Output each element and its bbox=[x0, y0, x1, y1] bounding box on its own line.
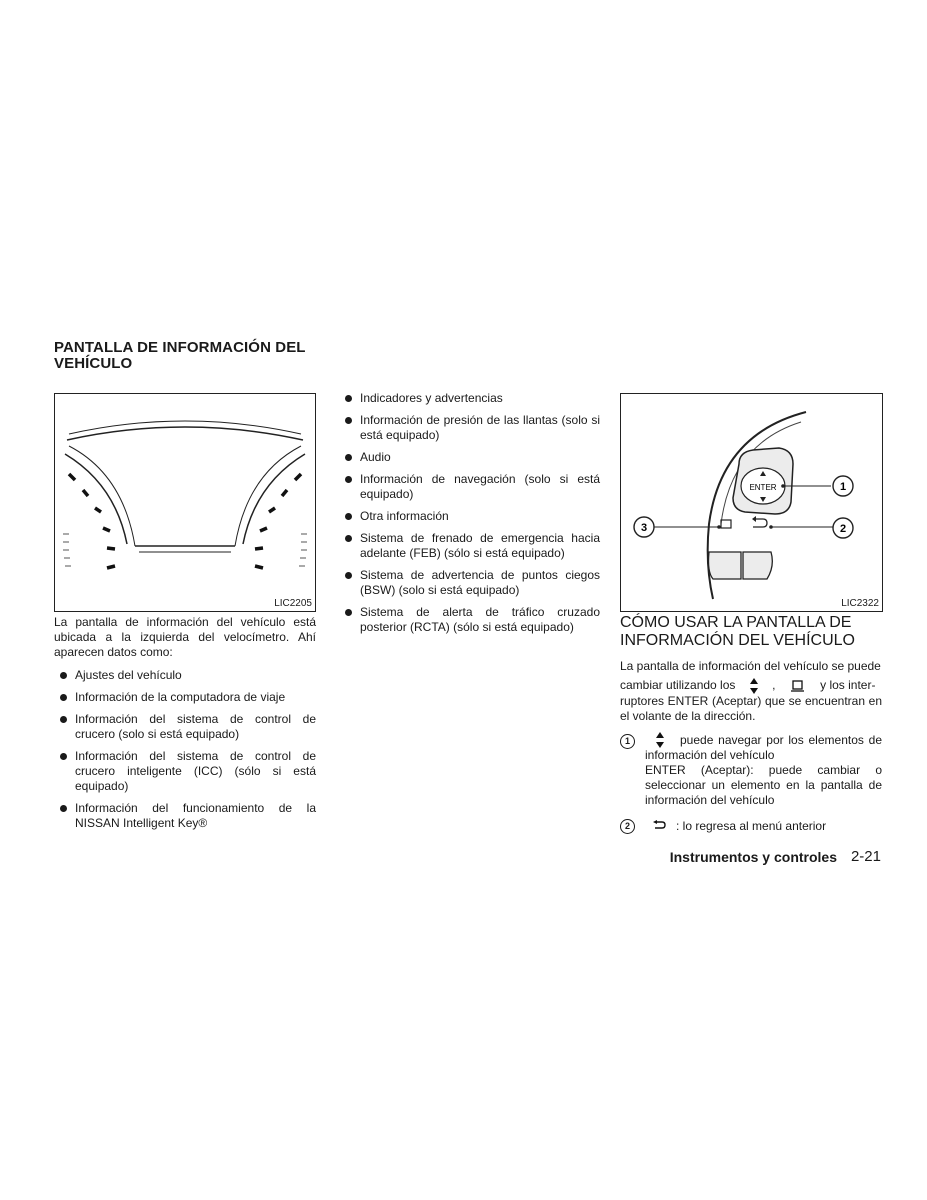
bullet-icon bbox=[60, 694, 67, 701]
list-item: Ajustes del vehículo bbox=[58, 668, 316, 683]
bullet-icon bbox=[60, 753, 67, 760]
item1-enter-text: ENTER (Aceptar): puede cambiar o seleccionar un elemento en la pantalla de información del vehículo bbox=[645, 763, 882, 807]
steering-switch-figure bbox=[620, 393, 883, 612]
list-item: Sistema de frenado de emergencia hacia adelante (FEB) (sólo si está equipado) bbox=[343, 531, 600, 561]
display-icon bbox=[791, 679, 805, 693]
howto-title: CÓMO USAR LA PANTALLA DE INFORMACIÓN DEL VEHÍCULO bbox=[620, 614, 855, 649]
instrument-cluster-figure bbox=[54, 393, 316, 612]
callout-2: 2 bbox=[839, 523, 847, 535]
figure-label: LIC2205 bbox=[274, 598, 312, 609]
bullet-icon bbox=[60, 672, 67, 679]
list-item: Información del sistema de control de crucero (solo si está equipado) bbox=[58, 712, 316, 742]
list-item: Información de navegación (solo si está equipado) bbox=[343, 472, 600, 502]
back-arrow-icon bbox=[652, 820, 666, 830]
bullet-icon bbox=[345, 535, 352, 542]
left-bullet-list bbox=[58, 668, 316, 831]
page-number: 2-21 bbox=[850, 848, 881, 865]
number-2-icon: 2 bbox=[620, 819, 635, 834]
figure-label: LIC2322 bbox=[841, 598, 879, 609]
bullet-icon bbox=[345, 395, 352, 402]
list-item: Información del sistema de control de crucero inteligente (ICC) (sólo si está equipado) bbox=[58, 749, 316, 794]
enter-button-label: ENTER bbox=[749, 483, 777, 492]
number-1-icon: 1 bbox=[620, 734, 635, 749]
list-item: Información de la computadora de viaje bbox=[58, 690, 316, 705]
bullet-icon bbox=[60, 805, 67, 812]
list-item: Otra información bbox=[343, 509, 600, 524]
list-item: Sistema de alerta de tráfico cruzado posterior (RCTA) (sólo si está equipado) bbox=[343, 605, 600, 635]
bullet-icon bbox=[60, 716, 67, 723]
intro-paragraph: La pantalla de información del vehículo está ubicada a la izquierda del velocímetro. Ahí aparecen datos como: bbox=[54, 615, 316, 659]
up-down-arrows-icon bbox=[749, 677, 759, 695]
item2-text: : lo regresa al menú anterior bbox=[676, 819, 827, 833]
instrument-cluster-illustration bbox=[55, 394, 315, 611]
footer-section-title: Instrumentos y controles bbox=[669, 849, 837, 865]
howto-paragraph-line1: La pantalla de información del vehículo se puede bbox=[620, 659, 881, 673]
callout-1: 1 bbox=[839, 481, 847, 493]
bullet-icon bbox=[345, 572, 352, 579]
bullet-icon bbox=[345, 609, 352, 616]
howto-item-2 bbox=[620, 818, 882, 836]
steering-switch-illustration bbox=[621, 394, 882, 611]
bullet-icon bbox=[345, 454, 352, 461]
howto-paragraph-line2: cambiar utilizando los , y los inter- bbox=[620, 677, 882, 695]
bullet-icon bbox=[345, 476, 352, 483]
howto-paragraph-line3: ruptores ENTER (Aceptar) que se encuentran en el volante de la dirección. bbox=[620, 694, 882, 723]
list-item: Audio bbox=[343, 450, 600, 465]
bullet-icon bbox=[345, 417, 352, 424]
list-item: Sistema de advertencia de puntos ciegos (BSW) (solo si está equipado) bbox=[343, 568, 600, 598]
list-item: Información del funcionamiento de la NISSAN Intelligent Key® bbox=[58, 801, 316, 831]
item1-text: puede navegar por los elementos de información del vehículo bbox=[645, 733, 882, 762]
callout-3: 3 bbox=[640, 522, 648, 534]
middle-bullet-list bbox=[343, 391, 600, 635]
list-item: Indicadores y advertencias bbox=[343, 391, 600, 406]
section-title: PANTALLA DE INFORMACIÓN DEL VEHÍCULO bbox=[54, 339, 306, 372]
list-item: Información de presión de las llantas (solo si está equipado) bbox=[343, 413, 600, 443]
howto-item-1 bbox=[620, 733, 882, 808]
up-down-arrows-icon bbox=[655, 731, 665, 749]
bullet-icon bbox=[345, 513, 352, 520]
